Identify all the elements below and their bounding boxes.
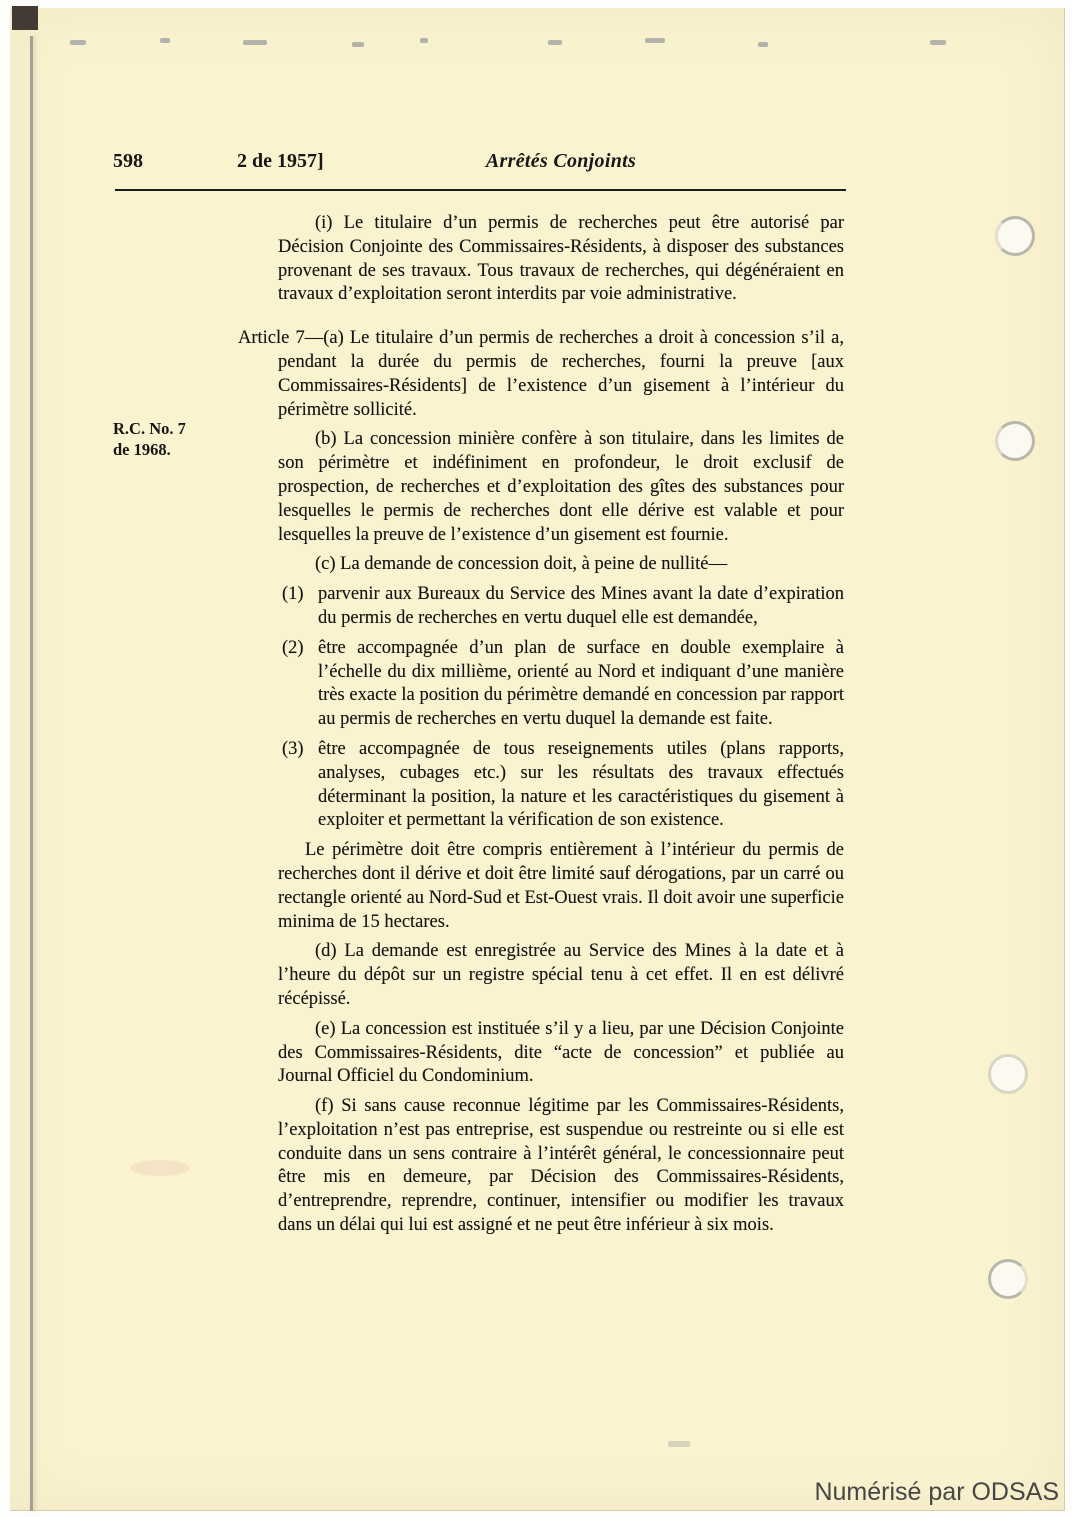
scan-artifact bbox=[548, 40, 562, 45]
paragraph-d: (d) La demande est enregistrée au Service des Mines à la date et à l’heure du dépôt sur un registre spécial tenu à cet effet. Il en est délivré récépissé. bbox=[278, 941, 844, 1009]
document-body bbox=[238, 212, 844, 1244]
paragraph-i: (i) Le titulaire d’un permis de recherches peut être autorisé par Décision Conjointe des Commissaires-Résidents, à disposer des substances provenant de ses travaux. Tous travaux de recherches, qui dégénéraient en travaux d’exploitation seront interdits par voie administrative. bbox=[278, 213, 844, 305]
margin-note-line1: R.C. No. 7 bbox=[113, 419, 186, 438]
scan-artifact bbox=[160, 38, 170, 43]
margin-note bbox=[113, 418, 186, 460]
scan-artifact bbox=[70, 40, 86, 45]
list-item-3-number: (3) bbox=[282, 738, 304, 759]
list-item-2-text: être accompagnée d’un plan de surface en double exemplaire à l’échelle du dix millième, orienté au Nord et indiquant d’une manière très exacte la position du périmètre demandé en concession par rapport au permis de recherches en vertu duquel la demande est faite. bbox=[318, 637, 844, 730]
page-number: 598 bbox=[113, 150, 143, 172]
punch-hole bbox=[988, 1259, 1028, 1299]
scan-artifact bbox=[668, 1441, 690, 1447]
header-rule bbox=[115, 189, 846, 191]
paragraph-f: (f) Si sans cause reconnue légitime par les Commissaires-Résidents, l’exploitation n’est pas entreprise, est suspendue ou restreinte ou si elle est conduite dans un sens contraire à l’intérêt général, le concessionnaire peut être mis en demeure, par Décision des Commissaires-Résidents, d’entreprendre, reprendre, continuer, intensifier ou modifier les travaux dans un délai qui lui est assigné et ne peut être inférieur à six mois. bbox=[278, 1096, 844, 1236]
list-item-1-number: (1) bbox=[282, 584, 304, 605]
paragraph-perimetre: Le périmètre doit être compris entièrement à l’intérieur du permis de recherches dont il dérive et doit être limité sauf dérogations, par un carré ou rectangle orienté au Nord-Sud et Est-Ouest vrais. Il doit avoir une superficie minima de 15 hectares. bbox=[278, 840, 844, 932]
list-item-1-text: parvenir aux Bureaux du Service des Mines avant la date d’expiration du permis de recherches en vertu duquel elle est demandée, bbox=[318, 584, 844, 628]
header-volume-ref: 2 de 1957] bbox=[237, 150, 324, 172]
scanned-page bbox=[10, 8, 1065, 1511]
scan-credit: Numérisé par ODSAS bbox=[814, 1478, 1059, 1506]
scan-edge-line bbox=[30, 36, 33, 1511]
scan-smudge bbox=[130, 1160, 190, 1176]
scan-artifact bbox=[758, 42, 768, 47]
scan-artifact bbox=[645, 38, 665, 43]
list-item-3-text: être accompagnée de tous reseignements utiles (plans rapports, analyses, cubages etc.) sur les résultats des travaux effectués déterminant la position, la nature et les caractéristiques du gisement à exploiter et permettant la vérification de son existence. bbox=[318, 738, 844, 831]
margin-note-line2: de 1968. bbox=[113, 440, 171, 459]
list-item-2-number: (2) bbox=[282, 637, 304, 658]
scan-artifact bbox=[420, 38, 428, 43]
paragraph-article-7a: Article 7—(a) Le titulaire d’un permis de recherches a droit à concession s’il a, pendant la durée du permis de recherches, fourni la preuve [aux Commissaires-Résidents] de l’existence d’un gisement à l’intérieur du périmètre sollicité. bbox=[238, 328, 844, 420]
scan-artifact bbox=[243, 40, 267, 45]
scan-artifact bbox=[930, 40, 946, 45]
paragraph-e: (e) La concession est instituée s’il y a lieu, par une Décision Conjointe des Commissaires-Résidents, dite “acte de concession” et publiée au Journal Officiel du Condominium. bbox=[278, 1018, 844, 1087]
punch-hole bbox=[995, 216, 1035, 256]
scan-corner-mark bbox=[12, 6, 38, 30]
punch-hole bbox=[995, 421, 1035, 461]
scan-artifact bbox=[352, 42, 364, 47]
list-item-2 bbox=[278, 637, 844, 732]
header-title: Arrêtés Conjoints bbox=[485, 150, 637, 172]
punch-hole bbox=[988, 1054, 1028, 1094]
paragraph-c: (c) La demande de concession doit, à peine de nullité— bbox=[315, 554, 727, 575]
list-item-3 bbox=[278, 738, 844, 833]
paragraph-b: (b) La concession minière confère à son titulaire, dans les limites de son périmètre et indéfiniment en profondeur, le droit exclusif de prospection, de recherches et d’exploitation des gîtes des substances pour lesquelles le permis de recherches dont elle dérive est valable et pour lesquelles la preuve de l’existence d’un gisement est fournie. bbox=[278, 429, 844, 545]
list-item-1 bbox=[278, 583, 844, 631]
